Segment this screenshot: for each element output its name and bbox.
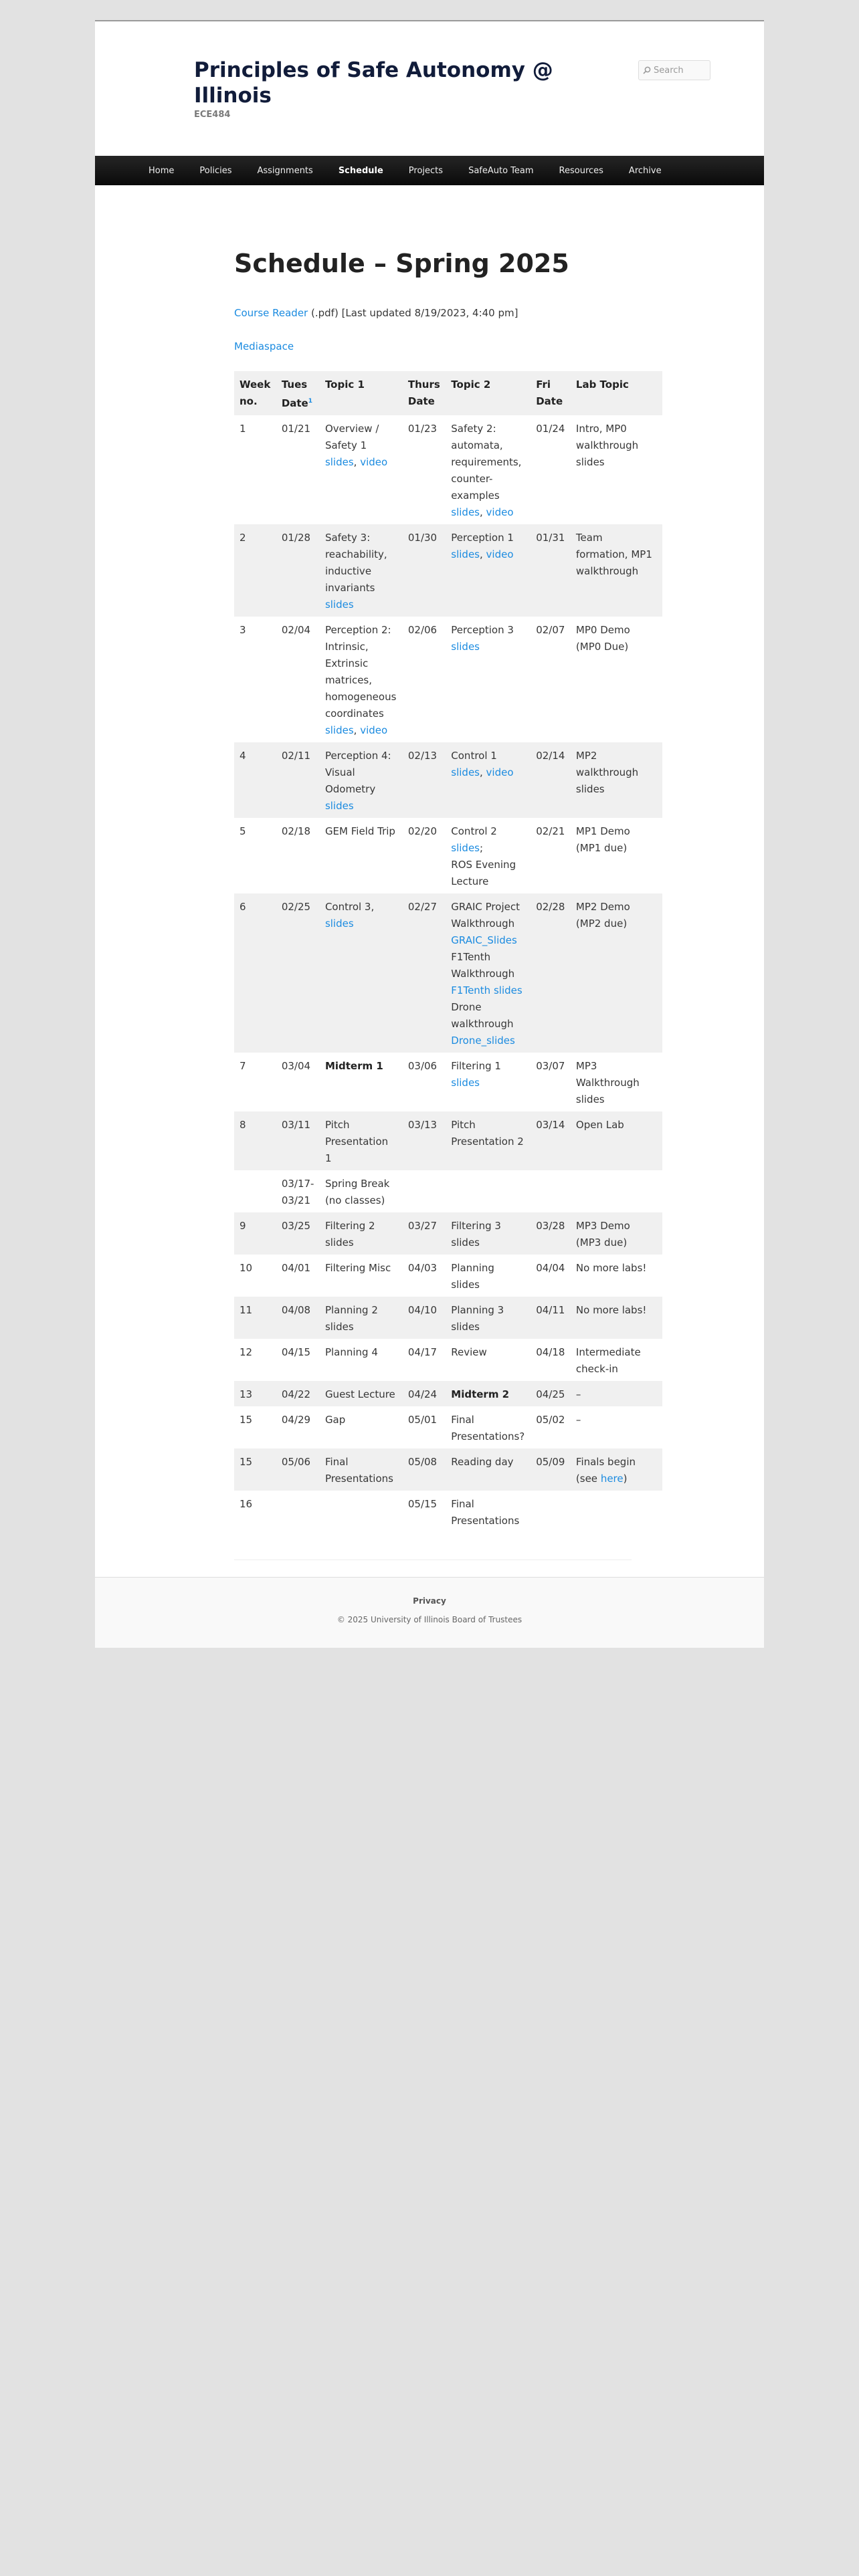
cell-topic1 [320, 893, 403, 1053]
schedule-table [234, 371, 662, 1533]
cell-topic1 [320, 1212, 403, 1255]
cell-text: Planning 2 slides [324, 1304, 378, 1333]
cell-topic1 [320, 1170, 403, 1212]
cell-text: Control 1 [451, 750, 497, 762]
cell-text: No more labs! [575, 1304, 647, 1316]
cell-topic2 [446, 617, 531, 742]
table-row [234, 1255, 662, 1297]
cell-week: 4 [240, 750, 246, 762]
cell-text: Planning 3 slides [451, 1304, 504, 1333]
cell-lab-topic [571, 1053, 662, 1111]
cell-topic1 [320, 1053, 403, 1111]
cell-topic1 [320, 818, 403, 893]
cell-fri-date: 05/02 [536, 1414, 565, 1426]
search-input[interactable] [654, 66, 707, 76]
cell-topic1 [320, 524, 403, 617]
cell-text: Planning 4 [324, 1346, 378, 1358]
cell-text: MP3 Demo (MP3 due) [575, 1220, 630, 1249]
cell-topic2 [446, 1381, 531, 1406]
cell-text: , [353, 724, 361, 736]
cell-tues-date: 04/29 [281, 1414, 311, 1426]
table-row [234, 1053, 662, 1111]
cell-thurs-date: 05/08 [407, 1456, 438, 1468]
cell-text: , [353, 456, 361, 468]
resource-link[interactable]: video [486, 766, 514, 778]
cell-week: 2 [240, 532, 246, 544]
cell-text: Safety 3: reachability, inductive invariants [324, 532, 387, 594]
cell-thurs-date: 03/27 [407, 1220, 438, 1232]
table-row [234, 1406, 662, 1448]
cell-lab-topic [571, 1255, 662, 1297]
header-thurs-date: Thurs Date [407, 379, 440, 407]
cell-fri-date: 04/11 [536, 1304, 565, 1316]
resource-link[interactable]: slides [451, 506, 480, 518]
site-footer [95, 1577, 764, 1648]
table-row [234, 415, 662, 524]
cell-text: ) [623, 1473, 628, 1485]
cell-topic2 [446, 1339, 531, 1381]
cell-text: – [575, 1388, 581, 1400]
cell-thurs-date: 01/30 [407, 532, 438, 544]
cell-tues-date: 04/22 [281, 1388, 311, 1400]
cell-text: Open Lab [575, 1119, 624, 1131]
cell-week: 7 [240, 1060, 246, 1072]
cell-lab-topic [571, 1381, 662, 1406]
cell-text: Final Presentations? [451, 1414, 525, 1442]
cell-thurs-date: 05/15 [407, 1498, 438, 1510]
cell-thurs-date: 01/23 [407, 423, 438, 435]
table-row [234, 818, 662, 893]
cell-text: Filtering 1 [451, 1060, 501, 1072]
cell-topic1 [320, 1297, 403, 1339]
cell-tues-date [276, 1491, 320, 1533]
cell-text: Filtering 2 slides [324, 1220, 375, 1249]
nav-item-projects[interactable]: Projects [408, 165, 444, 176]
cell-week: 9 [240, 1220, 246, 1232]
header-week: Week no. [240, 379, 271, 407]
table-row [234, 1381, 662, 1406]
resource-link[interactable]: slides [324, 724, 354, 736]
cell-topic2 [446, 1297, 531, 1339]
cell-topic1 [320, 1406, 403, 1448]
privacy-link[interactable]: Privacy [413, 1596, 446, 1606]
cell-text: Safety 2: automata, requirements, counter-examples [451, 423, 522, 502]
resource-link[interactable]: F1Tenth slides [451, 984, 522, 996]
table-row [234, 1212, 662, 1255]
table-row [234, 1448, 662, 1491]
cell-thurs-date: 02/20 [407, 825, 438, 837]
site-description: ECE484 [194, 110, 231, 120]
resource-link[interactable]: slides [324, 918, 354, 930]
resource-link[interactable]: slides [324, 800, 354, 812]
cell-fri-date: 03/14 [536, 1119, 565, 1131]
table-row [234, 617, 662, 742]
cell-text: MP1 Demo (MP1 due) [575, 825, 630, 854]
cell-text: Final Presentations [324, 1456, 393, 1485]
nav-item-safeauto-team[interactable]: SafeAuto Team [468, 165, 534, 176]
cell-topic2 [446, 1053, 531, 1111]
cell-tues-date: 03/17-03/21 [281, 1178, 314, 1206]
cell-thurs-date: 04/03 [407, 1262, 438, 1274]
cell-fri-date: 02/07 [536, 624, 565, 636]
cell-text: Perception 2: Intrinsic, Extrinsic matrices, homogeneous coordinates [324, 624, 397, 720]
course-reader-link[interactable]: Course Reader [234, 307, 308, 319]
resource-link[interactable]: here [600, 1473, 624, 1485]
mediaspace-line [234, 340, 294, 352]
cell-fri-date: 03/07 [536, 1060, 565, 1072]
search-box[interactable] [638, 60, 710, 80]
table-header-row [234, 371, 662, 415]
nav-item-policies[interactable]: Policies [199, 165, 232, 176]
cell-lab-topic [571, 742, 662, 818]
search-icon [643, 66, 651, 74]
header-tues-label: Tues Date [281, 379, 308, 409]
cell-thurs-date [403, 1170, 446, 1212]
cell-tues-date: 01/21 [281, 423, 311, 435]
cell-fri-date: 02/28 [536, 901, 565, 913]
cell-fri-date [531, 1491, 571, 1533]
cell-lab-topic [571, 1339, 662, 1381]
cell-topic2 [446, 1448, 531, 1491]
cell-lab-topic [571, 893, 662, 1053]
resource-link[interactable]: slides [451, 548, 480, 560]
schedule-body [234, 415, 662, 1533]
resource-link[interactable]: slides [451, 766, 480, 778]
cell-text: , [480, 548, 486, 560]
cell-text: Reading day [451, 1456, 514, 1468]
cell-text: MP3 Walkthrough slides [575, 1060, 640, 1105]
cell-lab-topic [571, 1170, 662, 1212]
cell-week: 11 [240, 1304, 253, 1316]
cell-text: Filtering 3 slides [451, 1220, 501, 1249]
cell-text: Control 3, [324, 901, 375, 913]
cell-text: ; [480, 842, 484, 854]
cell-thurs-date: 02/27 [407, 901, 438, 913]
cell-thurs-date: 05/01 [407, 1414, 438, 1426]
cell-text: MP0 Demo (MP0 Due) [575, 624, 630, 653]
cell-lab-topic [571, 1406, 662, 1448]
cell-topic2 [446, 1255, 531, 1297]
cell-text: ROS Evening Lecture [451, 859, 516, 887]
table-row [234, 1339, 662, 1381]
cell-tues-date: 02/04 [281, 624, 311, 636]
cell-text: Planning slides [451, 1262, 494, 1291]
resource-link[interactable]: video [486, 548, 514, 560]
cell-topic2 [446, 893, 531, 1053]
table-row [234, 1111, 662, 1170]
cell-week: 1 [240, 423, 246, 435]
header-topic1: Topic 1 [324, 379, 365, 391]
page [95, 20, 764, 1646]
cell-tues-date: 03/04 [281, 1060, 311, 1072]
cell-thurs-date: 02/06 [407, 624, 438, 636]
cell-text: Spring Break (no classes) [324, 1178, 390, 1206]
cell-thurs-date: 04/24 [407, 1388, 438, 1400]
cell-text: Intermediate check-in [575, 1346, 641, 1375]
footnote-marker[interactable]: 1 [308, 398, 312, 405]
cell-topic2 [446, 818, 531, 893]
cell-text: Intro, MP0 walkthrough slides [575, 423, 639, 468]
header-topic2: Topic 2 [451, 379, 491, 391]
cell-topic1 [320, 1339, 403, 1381]
cell-fri-date: 03/28 [536, 1220, 565, 1232]
exam-label: Midterm 1 [324, 1060, 383, 1072]
resource-link[interactable]: Drone_slides [451, 1035, 515, 1047]
cell-text: Review [451, 1346, 487, 1358]
cell-text: Perception 1 [451, 532, 514, 544]
cell-text: Filtering Misc [324, 1262, 391, 1274]
cell-fri-date: 01/24 [536, 423, 565, 435]
course-reader-note: (.pdf) [Last updated 8/19/2023, 4:40 pm] [308, 307, 518, 319]
cell-lab-topic [571, 1212, 662, 1255]
cell-text: Gap [324, 1414, 346, 1426]
cell-topic1 [320, 1448, 403, 1491]
cell-topic1 [320, 415, 403, 524]
cell-text: Finals begin (see [575, 1456, 636, 1485]
nav-item-assignments[interactable]: Assignments [257, 165, 313, 176]
cell-text: Control 2 [451, 825, 497, 837]
cell-lab-topic [571, 1448, 662, 1491]
cell-thurs-date: 04/10 [407, 1304, 438, 1316]
cell-week: 16 [240, 1498, 253, 1510]
cell-topic1 [320, 1255, 403, 1297]
cell-lab-topic [571, 1297, 662, 1339]
cell-text: Team formation, MP1 walkthrough [575, 532, 652, 577]
cell-week: 3 [240, 624, 246, 636]
cell-topic2 [446, 1491, 531, 1533]
cell-tues-date: 01/28 [281, 532, 311, 544]
resource-link[interactable]: slides [324, 599, 354, 611]
cell-topic2 [446, 742, 531, 818]
resource-link[interactable]: slides [324, 456, 354, 468]
cell-text: Guest Lecture [324, 1388, 395, 1400]
header-lab-topic: Lab Topic [575, 379, 629, 391]
cell-week: 15 [240, 1456, 253, 1468]
nav-item-home[interactable]: Home [149, 165, 175, 176]
cell-text: Drone walkthrough [451, 1001, 514, 1030]
cell-week: 15 [240, 1414, 253, 1426]
cell-thurs-date: 02/13 [407, 750, 438, 762]
cell-week: 6 [240, 901, 246, 913]
cell-topic2 [446, 1212, 531, 1255]
page-title: Schedule – Spring 2025 [234, 249, 569, 278]
resource-link[interactable]: slides [451, 641, 480, 653]
resource-link[interactable]: slides [451, 1077, 480, 1089]
cell-text: – [575, 1414, 581, 1426]
site-title[interactable]: Principles of Safe Autonomy @ Illinois [194, 58, 553, 108]
cell-tues-date: 04/08 [281, 1304, 311, 1316]
main-navigation [95, 156, 764, 185]
cell-tues-date: 03/25 [281, 1220, 311, 1232]
cell-topic1 [320, 742, 403, 818]
schedule-table-container[interactable] [234, 371, 652, 1533]
cell-lab-topic [571, 524, 662, 617]
cell-lab-topic [571, 1491, 662, 1533]
header-fri-date: Fri Date [536, 379, 563, 407]
cell-week: 12 [240, 1346, 253, 1358]
table-row [234, 893, 662, 1053]
table-row [234, 524, 662, 617]
cell-thurs-date: 03/06 [407, 1060, 438, 1072]
resource-link[interactable]: video [486, 506, 514, 518]
cell-lab-topic [571, 818, 662, 893]
cell-topic1 [320, 1381, 403, 1406]
cell-text: Pitch Presentation 1 [324, 1119, 389, 1164]
cell-tues-date: 02/25 [281, 901, 311, 913]
cell-lab-topic [571, 415, 662, 524]
cell-topic2 [446, 1170, 531, 1212]
cell-tues-date: 03/11 [281, 1119, 311, 1131]
cell-fri-date: 02/14 [536, 750, 565, 762]
resource-link[interactable]: video [360, 456, 388, 468]
resource-link[interactable]: GRAIC_Slides [451, 934, 517, 946]
cell-week: 10 [240, 1262, 253, 1274]
mediaspace-link[interactable]: Mediaspace [234, 340, 294, 352]
cell-topic1 [320, 1491, 403, 1533]
copyright-text: © 2025 University of Illinois Board of Trustees [337, 1615, 522, 1624]
exam-label: Midterm 2 [451, 1388, 510, 1400]
cell-topic2 [446, 524, 531, 617]
cell-text: GRAIC Project Walkthrough [451, 901, 520, 930]
cell-text: Perception 4: Visual Odometry [324, 750, 391, 795]
cell-week: 8 [240, 1119, 246, 1131]
cell-text: No more labs! [575, 1262, 647, 1274]
cell-text: MP2 walkthrough slides [575, 750, 639, 795]
cell-fri-date: 05/09 [536, 1456, 565, 1468]
cell-tues-date: 02/18 [281, 825, 311, 837]
cell-fri-date: 01/31 [536, 532, 565, 544]
cell-topic2 [446, 1111, 531, 1170]
resource-link[interactable]: slides [451, 842, 480, 854]
resource-link[interactable]: video [360, 724, 388, 736]
cell-text: Overview / Safety 1 [324, 423, 379, 451]
course-reader-line [234, 307, 518, 319]
cell-tues-date: 04/15 [281, 1346, 311, 1358]
cell-fri-date: 04/18 [536, 1346, 565, 1358]
cell-text: , [480, 766, 486, 778]
cell-lab-topic [571, 1111, 662, 1170]
cell-week: 5 [240, 825, 246, 837]
cell-topic1 [320, 617, 403, 742]
table-row [234, 742, 662, 818]
cell-tues-date: 04/01 [281, 1262, 311, 1274]
cell-topic1 [320, 1111, 403, 1170]
cell-fri-date: 02/21 [536, 825, 565, 837]
nav-item-schedule[interactable]: Schedule [338, 165, 383, 176]
cell-tues-date: 05/06 [281, 1456, 311, 1468]
table-row [234, 1170, 662, 1212]
table-row [234, 1491, 662, 1533]
cell-text: MP2 Demo (MP2 due) [575, 901, 630, 930]
cell-topic2 [446, 1406, 531, 1448]
cell-tues-date: 02/11 [281, 750, 311, 762]
cell-topic2 [446, 415, 531, 524]
cell-text: Perception 3 [451, 624, 514, 636]
cell-week: 13 [240, 1388, 253, 1400]
nav-item-resources[interactable]: Resources [559, 165, 603, 176]
header-tues-date [276, 371, 320, 415]
cell-fri-date: 04/25 [536, 1388, 565, 1400]
cell-text: Pitch Presentation 2 [451, 1119, 524, 1148]
cell-week [234, 1170, 276, 1212]
cell-lab-topic [571, 617, 662, 742]
cell-thurs-date: 04/17 [407, 1346, 438, 1358]
table-row [234, 1297, 662, 1339]
cell-text: Final Presentations [451, 1498, 520, 1527]
cell-fri-date: 04/04 [536, 1262, 565, 1274]
cell-thurs-date: 03/13 [407, 1119, 438, 1131]
cell-text: F1Tenth Walkthrough [451, 951, 515, 980]
cell-text: GEM Field Trip [324, 825, 395, 837]
cell-fri-date [531, 1170, 571, 1212]
nav-item-archive[interactable]: Archive [628, 165, 662, 176]
cell-text: , [480, 506, 486, 518]
